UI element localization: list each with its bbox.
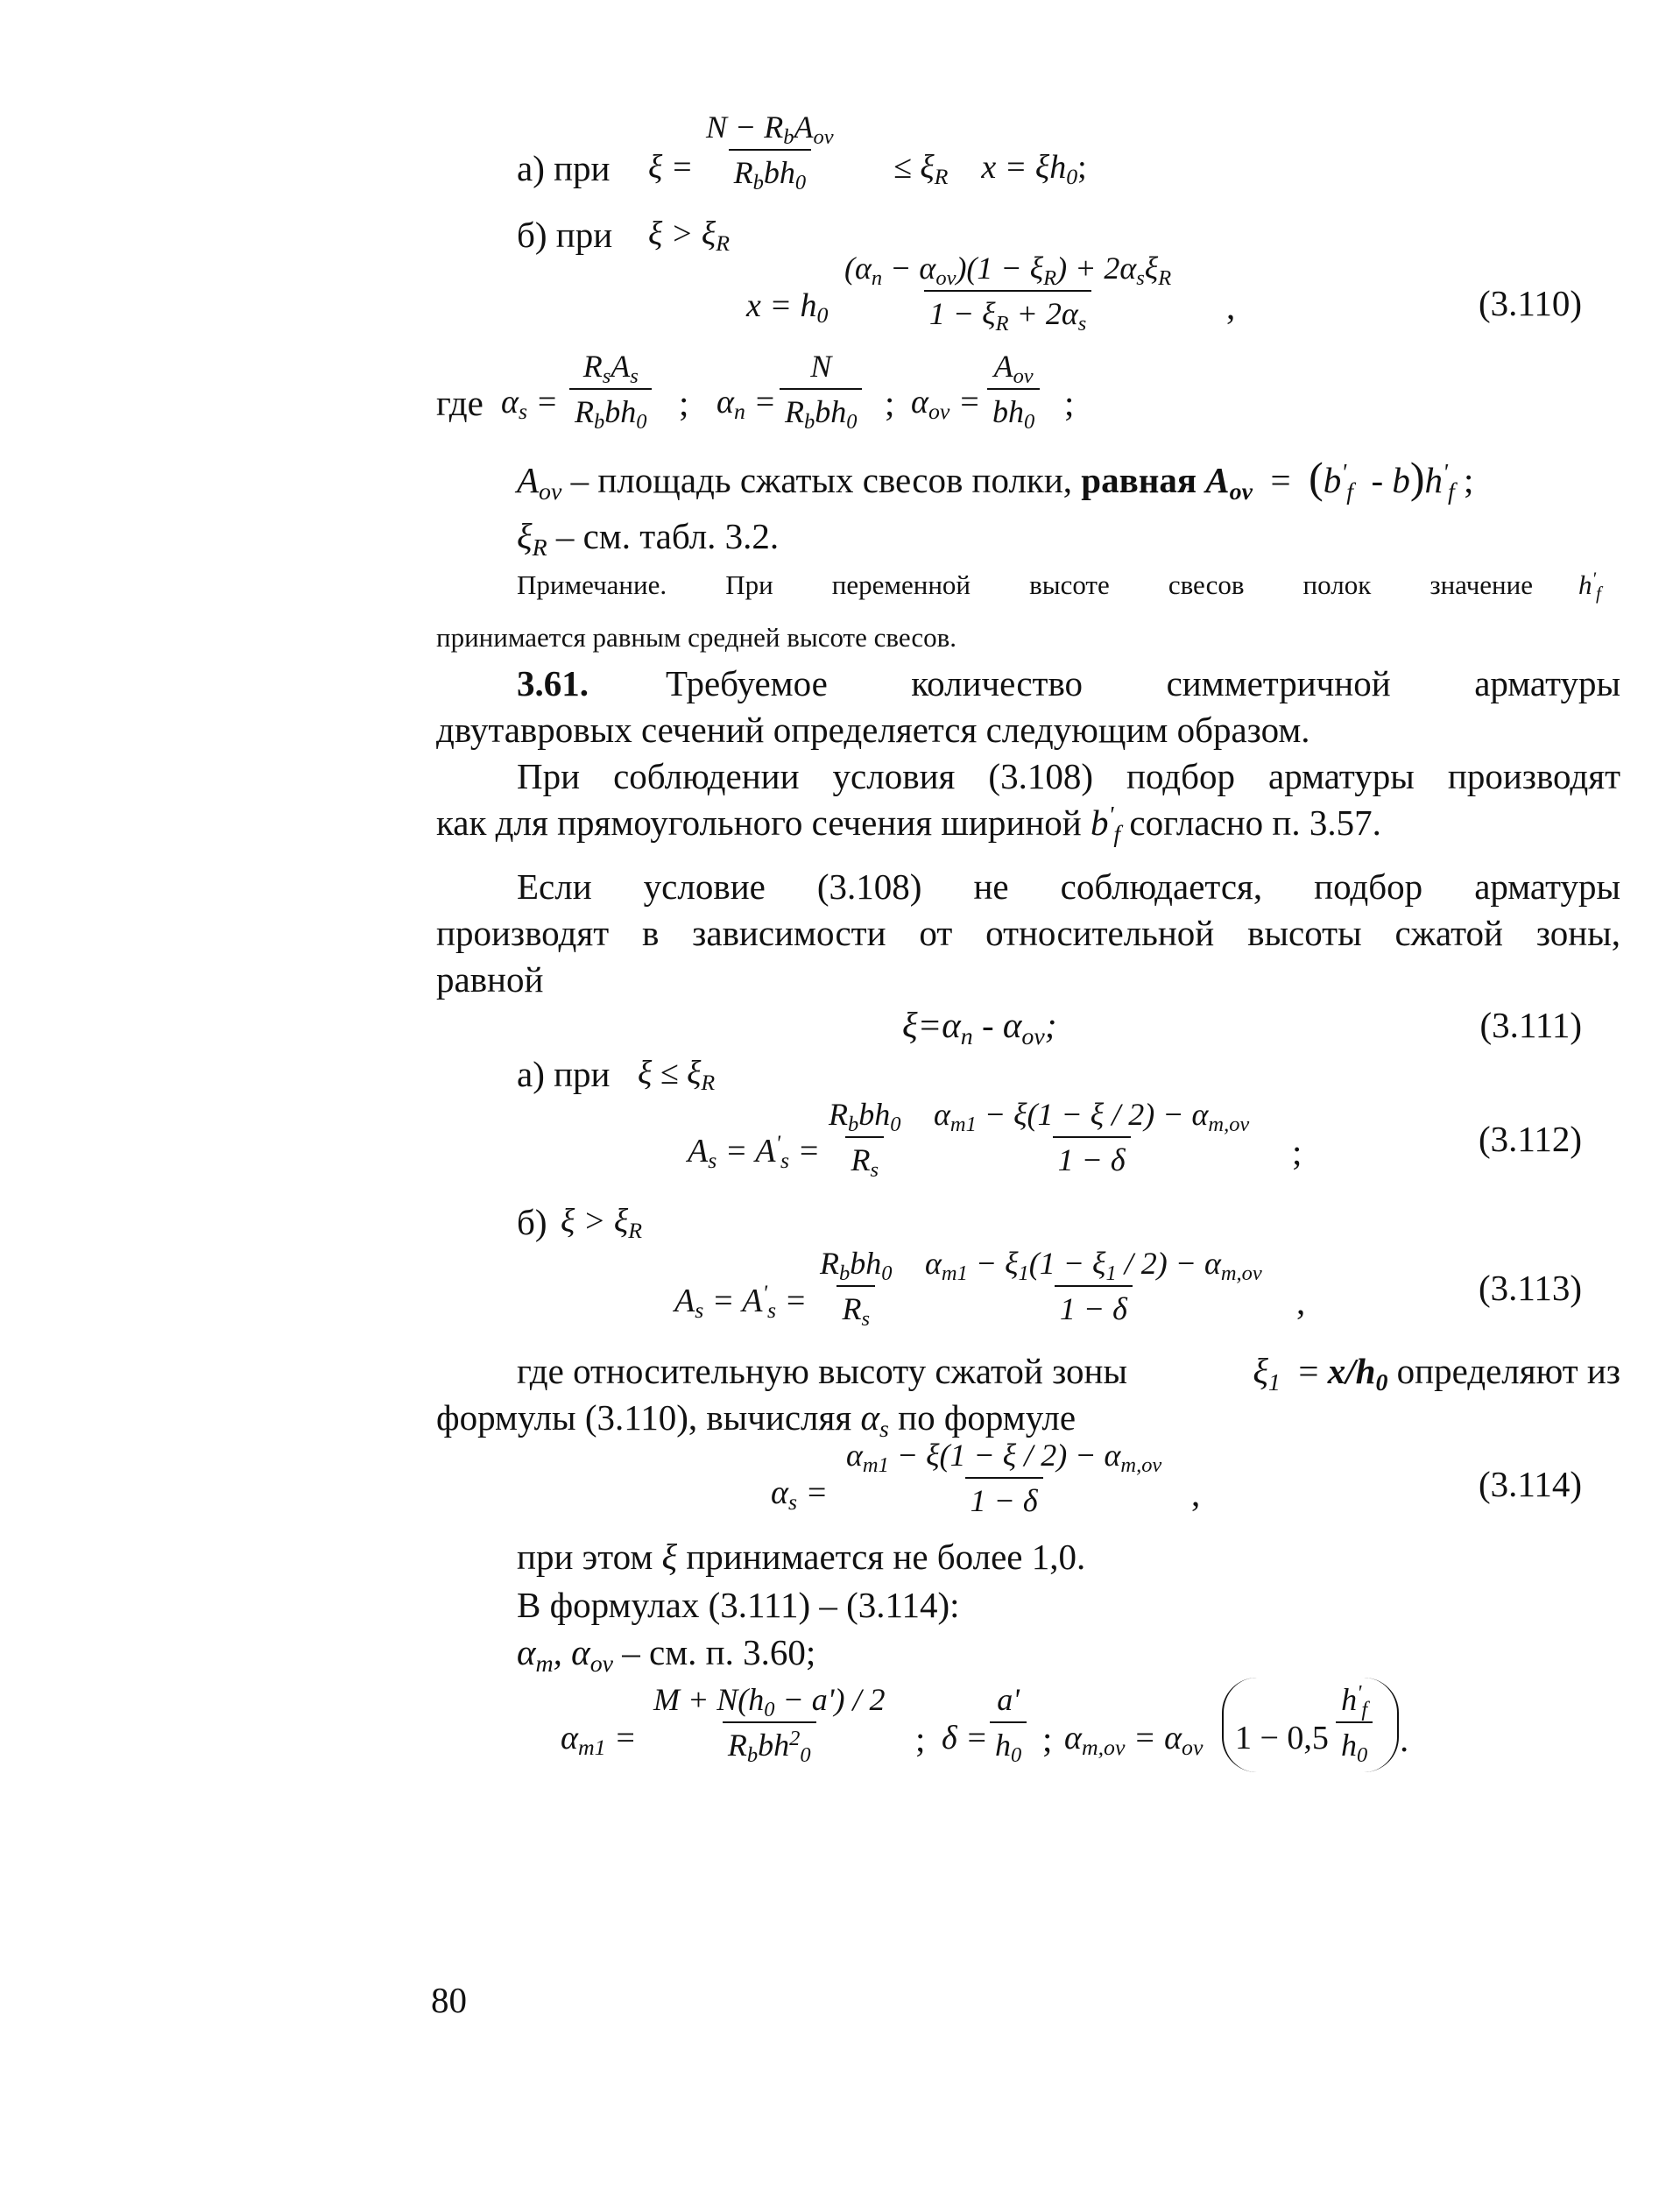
paragraph-4-line-1: где относительную высоту сжатой зоны ξ1 = x/h0 определяют из [517,1351,1620,1396]
alpha-s-fraction: RsAs Rbbh0 [569,350,652,428]
xi-fraction: N − RbAov Rbbh0 [706,110,834,194]
semicolon: ; [1292,1132,1302,1172]
eq-number-3-113: (3.113) [1478,1268,1582,1308]
hf-h0-fraction: $\frac{h'f}{h0}$ [1336,1684,1373,1761]
case-b-label: б) при [517,215,613,255]
eq-number-3-112: (3.112) [1478,1119,1582,1159]
delta-fraction: $\frac{a'}{h0}$ [990,1684,1027,1761]
page-number: 80 [431,1980,467,2020]
aov-definition: Aov – площадь сжатых свесов полки, равная Aov = (b'f - b)h'f ; [517,453,1474,505]
alpha-s-fraction-2: $\frac{\alpha m1 - \xi(1 - \xi / 2) - \alpha m,ov}{1 - \delta}$ [846,1438,1162,1518]
paragraph-3-line-3: равной [436,959,544,1000]
paragraph-7: αm, αov – см. п. 3.60; [517,1632,816,1678]
xi-greater-condition: ξ > ξR [648,216,730,257]
alpha-ov-eq: αov = [911,384,981,425]
alpha-m1-def-fraction: M + N(h0 − a') / 2 Rbbh$^2$0 [653,1682,886,1767]
xi-leq-condition: ξ ≤ ξR [638,1055,716,1096]
note-line-1: Примечание. При переменной высоте свесов полок значение [517,569,1533,600]
hf-symbol: h'f [1578,568,1601,604]
period: . [1400,1719,1409,1759]
section-number: 3.61. [517,663,589,703]
As-equals: As = A's = [688,1130,821,1174]
xi-symbol: ξ = [648,149,694,186]
semicolon: ; [885,383,895,423]
case-b2-label: б) [517,1202,547,1242]
eq-number-3-111: (3.111) [1479,1005,1582,1045]
rbbh0-rs-fraction-2: Rbbh0 Rs [820,1246,893,1331]
delta-eq: δ = [942,1720,988,1756]
alpha-s-eq-2: αs = [771,1474,829,1516]
semicolon: ; [1042,1719,1053,1759]
paragraph-3-line-2: производят в зависимости от относительной высоты сжатой зоны, [436,913,1620,953]
alpha-m1-eq: αm1 = [561,1720,637,1761]
x-fraction: (αn − αov)(1 − ξR) + 2αsξR 1 − ξR + 2αs [844,251,1172,336]
paragraph-4-line-2: формулы (3.110), вычисляя αs по формуле [436,1397,1076,1443]
alpha-m-ov-eq: αm,ov = αov [1064,1720,1204,1761]
condition-xi-R: ≤ ξR x = ξh0; [893,149,1087,190]
alpha-ov-fraction: Aov bh0 [987,350,1040,428]
paragraph-5: при этом ξ принимается не более 1,0. [517,1537,1086,1577]
xi-R-reference: ξR – см. табл. 3.2. [517,516,780,562]
comma: , [1296,1282,1306,1322]
paragraph-1-line-2: двутавровых сечений определяется следующим образом. [436,710,1310,750]
As-equals-2: As = A's = [674,1280,808,1324]
alpha-s-eq: αs = [501,384,559,425]
xi-greater-condition-2: ξ > ξR [561,1203,642,1244]
eq-number-3-110: (3.110) [1478,283,1582,323]
semicolon: ; [1064,383,1075,423]
semicolon: ; [915,1719,926,1759]
one-minus-coef: 1 − 0,5 [1235,1720,1329,1756]
comma: , [1191,1474,1201,1514]
xi-relative-height: ξ=αn - αov; [902,1005,1057,1050]
x-equals: x = h0 [746,287,829,329]
alpha-n-fraction: N Rbbh0 [780,350,862,428]
paragraph-1-line-1: Требуемое количество симметричной арматуры [666,663,1620,703]
paragraph-6: В формулах (3.111) – (3.114): [517,1585,960,1625]
note-line-2: принимается равным средней высоте свесов. [436,622,956,653]
alpha-m1-fraction: $\frac{\alpha m1 - \xi(1 - \xi / 2) - \alpha m,ov}{1 - \delta}$ [934,1097,1250,1177]
where-label: где [436,383,484,423]
alpha-m1-xi1-fraction: $\frac{\alpha m1 - \xi 1(1 - \xi 1 / 2) - \alpha m,ov}{1 - \delta}$ [925,1246,1262,1326]
rbbh0-rs-fraction: Rbbh0 Rs [829,1097,901,1182]
case-a-label: а) при [517,148,611,188]
comma: , [1226,286,1236,327]
paragraph-3-line-1: Если условие (3.108) не соблюдается, подбор арматуры [517,866,1620,907]
alpha-n-eq: αn = [716,384,777,425]
paragraph-2-line-2: как для прямоугольного сечения шириной b'f согласно п. 3.57. [436,802,1381,848]
paragraph-2-line-1: При соблюдении условия (3.108) подбор арматуры производят [517,756,1620,796]
case-a2-label: а) при [517,1054,611,1094]
eq-number-3-114: (3.114) [1478,1464,1582,1504]
semicolon: ; [679,383,689,423]
